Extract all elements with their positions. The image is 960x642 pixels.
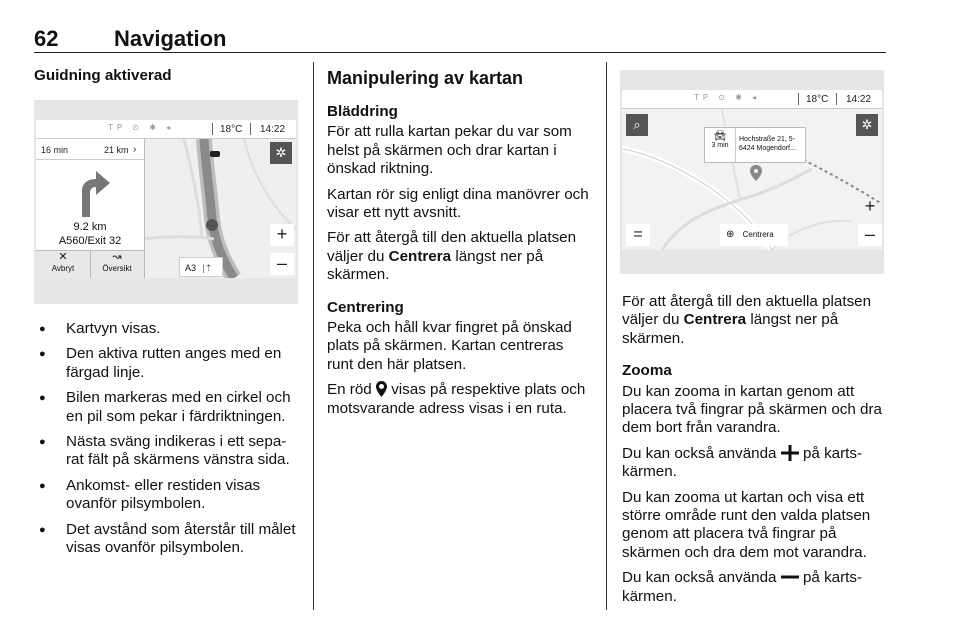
road-sign (179, 257, 223, 277)
plus-icon (781, 445, 799, 461)
popup-address-line-1: Hochstraße 21, 5- (739, 136, 796, 143)
centre-paragraph: För att återgå till den aktuella platsen väljer du Centrera längst ner på skärmen. (622, 293, 872, 347)
cancel-button[interactable] (36, 251, 91, 278)
overview-button[interactable] (90, 251, 144, 278)
centering-paragraph-2: En röd visas på respektive plats och motsvarande adress visas i en ruta. (327, 381, 586, 417)
centre-keyword: Centrera (683, 311, 747, 329)
status-bar (622, 90, 882, 109)
settings-button[interactable] (270, 142, 292, 164)
guidance-screen-frame (34, 100, 298, 304)
scroll-paragraph-2: Kartan rör sig enligt dina manövrer och visar ett nytt avsnitt. (327, 185, 589, 222)
settings-button[interactable] (856, 114, 878, 136)
centre-label: Centrera (742, 230, 774, 239)
section-title: Navigation (114, 26, 227, 51)
crosshair-icon: ⊕ (726, 229, 735, 240)
centering-paragraph-1: Peka och håll kvar fingret på önskad plats på skärmen. Kartan centreras runt den här platsen. (327, 319, 572, 373)
lane-icon: |⇡ (202, 263, 213, 273)
column-divider (606, 62, 607, 610)
car-position-icon (206, 219, 218, 231)
list-item: ● Den aktiva rutten anges med en färgad linje. (34, 345, 302, 382)
scroll-heading: Bläddring (327, 103, 398, 120)
right-column (622, 293, 888, 613)
page-number: 62 (34, 26, 59, 51)
popup-eta-time: 3 min (711, 142, 729, 149)
list-item: ● Kartvyn visas. (34, 320, 302, 338)
guidance-heading: Guidning aktiverad (34, 67, 172, 84)
search-button[interactable] (626, 114, 648, 136)
scroll-paragraph-3: För att återgå till den aktuella platsen väljer du Centrera längst ner på skärmen. (327, 229, 577, 284)
turn-arrow-icon (72, 165, 112, 217)
zoom-heading: Zooma (622, 362, 672, 380)
remaining-distance: 21 km (104, 145, 129, 155)
status-temperature: 18°C (806, 94, 829, 105)
list-item: ● Ankomst- eller restiden visas ovanför pilsymbolen. (34, 477, 302, 514)
road-label: A3 (185, 263, 197, 273)
next-road-name: A560/Exit 32 (58, 235, 122, 247)
popup-address-line-2: 6424 Mogendorf... (739, 145, 796, 152)
bullet-list (34, 320, 302, 557)
location-pin-icon (376, 381, 387, 397)
cancel-label: Avbryt (51, 264, 75, 273)
overview-label: Översikt (102, 264, 132, 273)
gear-icon: ✲ (861, 117, 873, 132)
zoom-paragraph-3: Du kan zooma ut kartan och visa ett större område runt den valda platsen genom att placera två fingrar på skärmen och dra dem mot varandra. (622, 488, 871, 561)
zoom-out-button[interactable]: – (270, 253, 294, 275)
zoom-out-button[interactable]: – (858, 224, 882, 246)
address-popup[interactable] (704, 127, 806, 163)
guidance-screen (36, 120, 296, 278)
guidance-actions (36, 250, 144, 278)
next-turn-distance: 9.2 km (73, 221, 107, 233)
close-icon: ✕ (58, 251, 68, 263)
left-column (34, 67, 302, 87)
list-item: ● Bilen markeras med en cirkel och en pil som pekar i färdriktningen. (34, 389, 302, 426)
route-icon: ↝ (112, 251, 122, 263)
zoom-in-button[interactable]: + (270, 224, 294, 246)
map-view[interactable] (622, 109, 882, 250)
manipulation-heading: Manipulering av kartan (327, 68, 524, 88)
status-time: 14:22 (846, 94, 872, 105)
centering-heading: Centrering (327, 298, 404, 316)
centre-keyword: Centrera (388, 247, 452, 265)
middle-column (327, 67, 593, 425)
menu-button[interactable]: = (626, 224, 650, 246)
gear-icon: ✲ (275, 145, 287, 160)
map-view[interactable] (144, 139, 296, 278)
list-item: ● Det avstånd som återstår till målet visas ovanför pilsymbolen. (34, 521, 302, 558)
column-divider (313, 62, 314, 610)
search-icon: ⌕ (633, 117, 641, 132)
zoom-paragraph-4: Du kan också använda på karts-kärmen. (622, 569, 863, 605)
bullet-list-container (34, 320, 302, 564)
status-bar (36, 120, 296, 139)
list-item: ● Nästa sväng indikeras i ett sepa-rat fält på skärmens vänstra sida. (34, 433, 302, 470)
zoom-paragraph-1: Du kan zooma in kartan genom att placera två fingrar på skärmen och dra dem bort från varandra. (622, 382, 883, 437)
eta-time: 16 min (41, 145, 69, 155)
chevron-right-icon[interactable]: › (133, 144, 137, 155)
centre-button[interactable] (720, 224, 788, 246)
status-icons: TP ⊙ ✱ ◂ (694, 93, 761, 102)
car-icon: 🚘︎ (713, 131, 727, 142)
page-header (34, 26, 886, 53)
popup-eta (705, 128, 736, 162)
status-time: 14:22 (260, 124, 286, 135)
map-screen (622, 90, 882, 250)
scroll-paragraph-1: För att rulla kartan pekar du var som helst på skärmen och drar kartan i önskad riktning. (327, 123, 572, 178)
map-screen-frame (620, 70, 884, 274)
status-icons: TP ⊙ ✱ ◂ (108, 123, 175, 132)
zoom-paragraph-2: Du kan också använda på karts-kärmen. (622, 444, 863, 481)
status-temperature: 18°C (220, 124, 243, 135)
minus-icon (781, 569, 799, 585)
zoom-in-button[interactable]: + (864, 196, 876, 216)
